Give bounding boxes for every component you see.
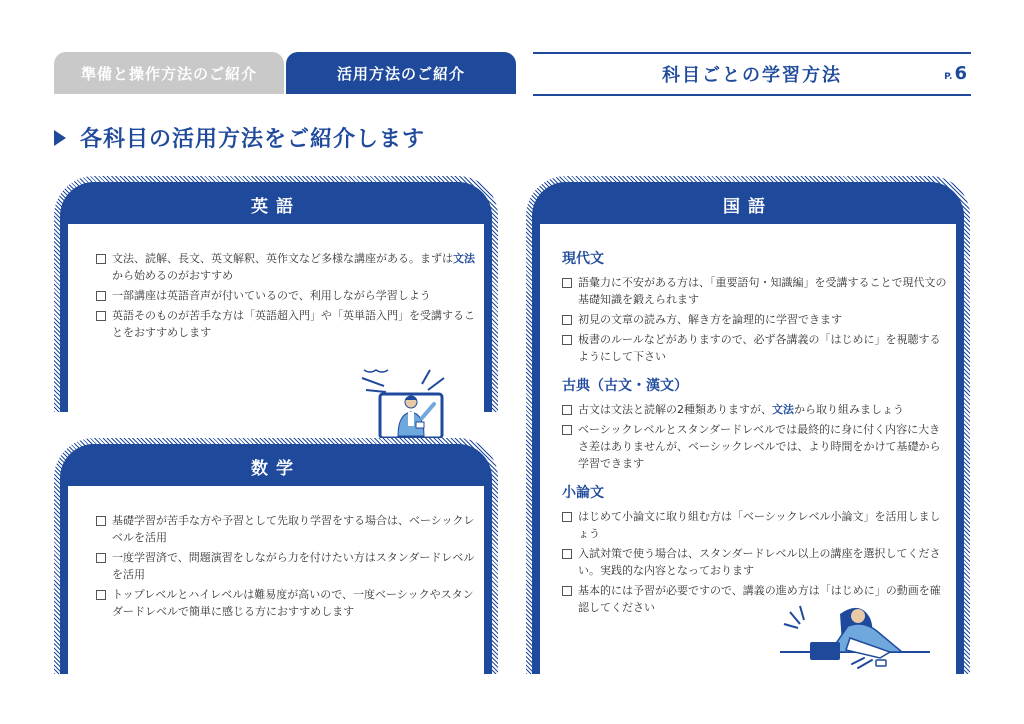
page-title-bar: [533, 52, 971, 96]
page-title: 科目ごとの学習方法: [662, 65, 842, 86]
list-item: [562, 421, 947, 472]
section-heading-text: 各科目の活用方法をご紹介します: [80, 127, 426, 152]
item-text: 板書のルールなどがありますので、必ず各講義の「はじめに」を視聴するようにして下さい: [578, 333, 941, 363]
english-card: [54, 176, 498, 412]
list-item: [562, 331, 947, 365]
page-number: [944, 63, 967, 84]
english-list: [96, 250, 476, 344]
modern-japanese-section: [562, 248, 947, 365]
item-highlight: 文法: [453, 252, 475, 265]
list-item: [562, 508, 947, 542]
list-item: [562, 274, 947, 308]
subsection-title: 古典（古文・漢文）: [562, 378, 688, 394]
subsection-title: 現代文: [562, 251, 604, 267]
item-text: 古文は文法と読解の2種類ありますが、: [578, 403, 772, 416]
card-frame: [532, 182, 964, 674]
item-text-after: から取り組みましょう: [794, 403, 904, 416]
classics-list: [562, 401, 947, 472]
item-text: 文法、読解、長文、英文解釈、英作文など多様な講座がある。まずは: [112, 252, 453, 265]
item-text: はじめて小論文に取り組む方は「ベーシックレベル小論文」を活用しましょう: [578, 510, 941, 540]
modern-japanese-list: [562, 274, 947, 365]
tab-usage[interactable]: 活用方法のご紹介: [286, 52, 516, 94]
list-item: [96, 250, 476, 284]
item-text: 入試対策で使う場合は、スタンダードレベル以上の講座を選択してください。実践的な内容となっております: [578, 547, 941, 577]
item-text: 英語そのものが苦手な方は「英語超入門」や「英単語入門」を受講することをおすすめします: [112, 309, 475, 339]
student-studying-illustration: [780, 594, 940, 676]
list-item: [562, 545, 947, 579]
triangle-bullet-icon: [54, 130, 66, 146]
item-text: ベーシックレベルとスタンダードレベルでは最終的に身に付く内容に大きさ差はありませんが、ベーシックレベルでは、より時間をかけて基礎から学習できます: [578, 423, 941, 470]
page-number-prefix: P.: [944, 72, 953, 82]
list-item: [96, 307, 476, 341]
tab-preparation[interactable]: 準備と操作方法のご紹介: [54, 52, 284, 94]
english-card-body: [68, 224, 484, 412]
card-frame: [60, 444, 492, 674]
list-item: [562, 401, 947, 418]
subsection-title: 小論文: [562, 485, 604, 501]
item-text: 基本的には予習が必要ですので、講義の進め方は「はじめに」の動画を確認してください: [578, 584, 941, 614]
item-text: 一部講座は英語音声が付いているので、利用しながら学習しよう: [112, 289, 431, 302]
math-card-body: [68, 486, 484, 674]
japanese-content: [562, 248, 947, 626]
classics-section: [562, 375, 947, 472]
list-item: [562, 311, 947, 328]
list-item: 基礎学習が苦手な方や予習として先取り学習をする場合は、ベーシックレベルを活用: [96, 512, 476, 546]
section-heading: [54, 122, 425, 153]
list-item: トップレベルとハイレベルは難易度が高いので、一度ベーシックやスタンダードレベルで簡単に感じる方におすすめします: [96, 586, 476, 620]
math-card-title: 数学: [251, 459, 301, 479]
math-list: [96, 512, 476, 623]
japanese-card-title: 国語: [723, 197, 773, 217]
list-item: [96, 287, 476, 304]
math-card: [54, 438, 498, 674]
item-highlight: 文法: [772, 403, 794, 416]
page-number-value: 6: [954, 63, 967, 84]
item-text: 語彙力に不安がある方は、「重要語句・知識編」を受講することで現代文の基礎知識を鍛えられます: [578, 276, 947, 306]
item-text-after: から始めるのがおすすめ: [112, 269, 234, 282]
item-text: 初見の文章の読み方、解き方を論理的に学習できます: [578, 313, 842, 326]
list-item: 一度学習済で、問題演習をしながら力を付けたい方はスタンダードレベルを活用: [96, 549, 476, 583]
card-frame: [60, 182, 492, 412]
japanese-card-body: [540, 224, 956, 674]
japanese-card: [526, 176, 970, 674]
english-card-title: 英語: [251, 197, 301, 217]
